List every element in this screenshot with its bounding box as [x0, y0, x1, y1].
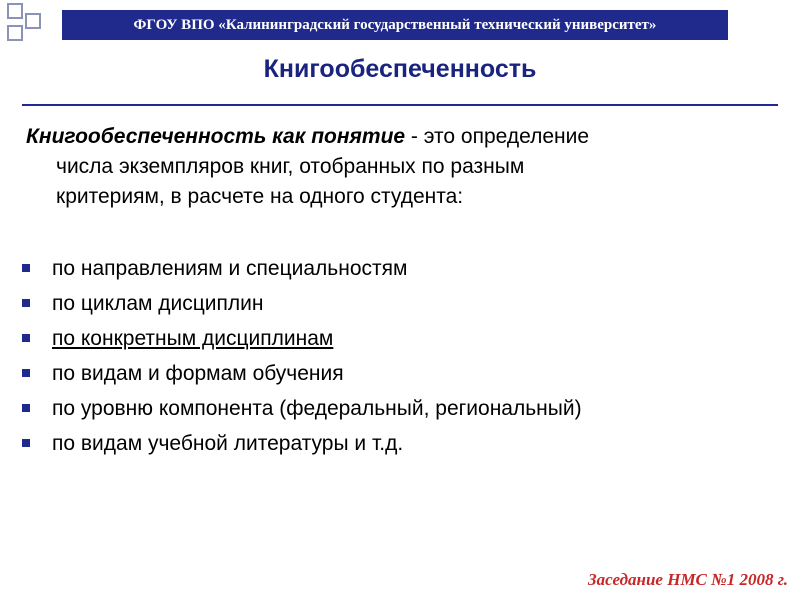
- list-item-text-underlined: по конкретным дисциплинам: [52, 327, 334, 350]
- square-bullet-icon: [22, 369, 30, 377]
- definition-line-2: числа экземпляров книг, отобранных по разным: [56, 155, 525, 178]
- list-item: [20, 426, 582, 461]
- square-bullet-icon: [22, 404, 30, 412]
- corner-squares-decoration: [0, 0, 50, 50]
- definition-line-3: критериям, в расчете на одного студента:: [56, 185, 464, 208]
- title-divider: [22, 104, 778, 106]
- list-item-text: по направлениям и специальностям: [52, 257, 408, 280]
- slide-title: Книгообеспеченность: [263, 55, 537, 83]
- list-item-text: по уровню компонента (федеральный, региональный): [52, 397, 582, 420]
- organization-name: ФГОУ ВПО «Калининградский государственный технический университет»: [133, 16, 657, 33]
- list-item-text: по видам и формам обучения: [52, 362, 344, 385]
- square-bullet-icon: [22, 264, 30, 272]
- definition-line-1-rest: - это определение: [405, 125, 590, 148]
- list-item: [20, 251, 582, 286]
- footer-meeting-label: Заседание НМС №1 2008 г.: [588, 570, 788, 589]
- list-item: [20, 356, 582, 391]
- square-bullet-icon: [22, 334, 30, 342]
- square-bullet-icon: [22, 299, 30, 307]
- definition-term: Книгообеспеченность как понятие: [26, 125, 406, 148]
- header-bar: [62, 10, 728, 40]
- definition-paragraph: [26, 122, 768, 212]
- list-item: [20, 391, 582, 426]
- criteria-list: [20, 251, 582, 461]
- list-item-text: по видам учебной литературы и т.д.: [52, 432, 404, 455]
- list-item: [20, 286, 582, 321]
- square-bullet-icon: [22, 439, 30, 447]
- list-item: [20, 321, 582, 356]
- definition-line-1: [26, 122, 768, 152]
- list-item-text: по циклам дисциплин: [52, 292, 264, 315]
